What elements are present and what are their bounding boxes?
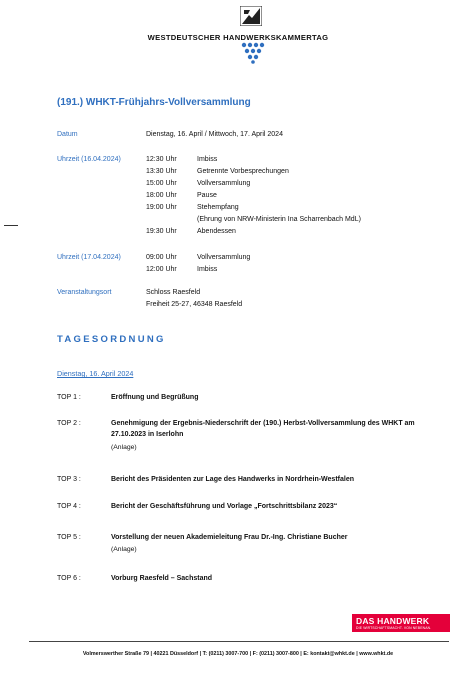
schedule-item: (Ehrung von NRW-Ministerin Ina Scharrenbach MdL) xyxy=(197,216,361,223)
document-title: (191.) WHKT-Frühjahrs-Vollversammlung xyxy=(57,97,251,108)
agenda-item-label: TOP 3 : xyxy=(57,476,81,483)
agenda-heading: TAGESORDNUNG xyxy=(57,334,166,345)
schedule-item: Imbiss xyxy=(197,156,218,163)
agenda-item-text: Genehmigung der Ergebnis-Niederschrift der (190.) Herbst-Vollversammlung des WHKT am 27.10.2023 in Iserlohn xyxy=(111,420,415,438)
dot-triangle-logo-icon xyxy=(240,42,266,64)
schedule-time: 19:30 Uhr xyxy=(146,228,177,235)
agenda-item-text: Eröffnung und Begrüßung xyxy=(111,394,199,401)
badge-tagline: DIE WIRTSCHAFTSMACHT. VON NEBENAN. xyxy=(356,625,432,630)
day2-label: Uhrzeit (17.04.2024) xyxy=(57,254,121,261)
footer-divider xyxy=(29,641,449,642)
agenda-item-note: (Anlage) xyxy=(111,444,137,451)
venue-name: Schloss Raesfeld xyxy=(146,289,201,296)
schedule-item: Getrennte Vorbesprechungen xyxy=(197,168,289,175)
schedule-item: Abendessen xyxy=(197,228,236,235)
footer-contact: Volmerswerther Straße 79 | 40221 Düsseldorf | T: (0211) 3007-700 | F: (0211) 3007-800 | E: kontakt@whkt.de | www.whkt.de xyxy=(82,651,394,657)
schedule-item: Imbiss xyxy=(197,266,218,273)
agenda-item-label: TOP 4 : xyxy=(57,503,81,510)
schedule-item: Stehempfang xyxy=(197,204,239,211)
schedule-time: 12:00 Uhr xyxy=(146,266,177,273)
agenda-item-text: Bericht der Geschäftsführung und Vorlage „Fortschrittsbilanz 2023“ xyxy=(111,503,338,510)
agenda-item-text: Vorburg Raesfeld – Sachstand xyxy=(111,575,213,582)
das-handwerk-badge xyxy=(352,614,450,632)
datum-value: Dienstag, 16. April / Mittwoch, 17. April 2024 xyxy=(146,131,283,138)
agenda-item-label: TOP 1 : xyxy=(57,394,81,401)
schedule-time: 12:30 Uhr xyxy=(146,156,177,163)
venue-address: Freiheit 25-27, 46348 Raesfeld xyxy=(146,301,243,308)
fold-mark xyxy=(4,225,18,226)
organization-name: WESTDEUTSCHER HANDWERKSKAMMERTAG xyxy=(147,33,329,42)
agenda-item-text: Vorstellung der neuen Akademieleitung Frau Dr.-Ing. Christiane Bucher xyxy=(111,534,348,541)
schedule-time: 09:00 Uhr xyxy=(146,254,177,261)
day1-label: Uhrzeit (16.04.2024) xyxy=(57,156,121,163)
datum-label: Datum xyxy=(57,131,78,138)
venue-label: Veranstaltungsort xyxy=(57,289,112,296)
schedule-time: 15:00 Uhr xyxy=(146,180,177,187)
schedule-time: 18:00 Uhr xyxy=(146,192,177,199)
agenda-item-label: TOP 6 : xyxy=(57,575,81,582)
schedule-item: Vollversammlung xyxy=(197,180,251,187)
agenda-item-label: TOP 5 : xyxy=(57,534,81,541)
schedule-time: 19:00 Uhr xyxy=(146,204,177,211)
badge-title: DAS HANDWERK xyxy=(356,616,430,626)
agenda-item-text: Bericht des Präsidenten zur Lage des Handwerks in Nordrhein-Westfalen xyxy=(111,476,354,483)
hammer-logo-icon xyxy=(240,6,262,26)
schedule-item: Vollversammlung xyxy=(197,254,251,261)
agenda-day-heading: Dienstag, 16. April 2024 xyxy=(57,369,134,378)
agenda-item-note: (Anlage) xyxy=(111,546,137,553)
schedule-time: 13:30 Uhr xyxy=(146,168,177,175)
schedule-item: Pause xyxy=(197,192,217,199)
agenda-item-label: TOP 2 : xyxy=(57,420,81,427)
